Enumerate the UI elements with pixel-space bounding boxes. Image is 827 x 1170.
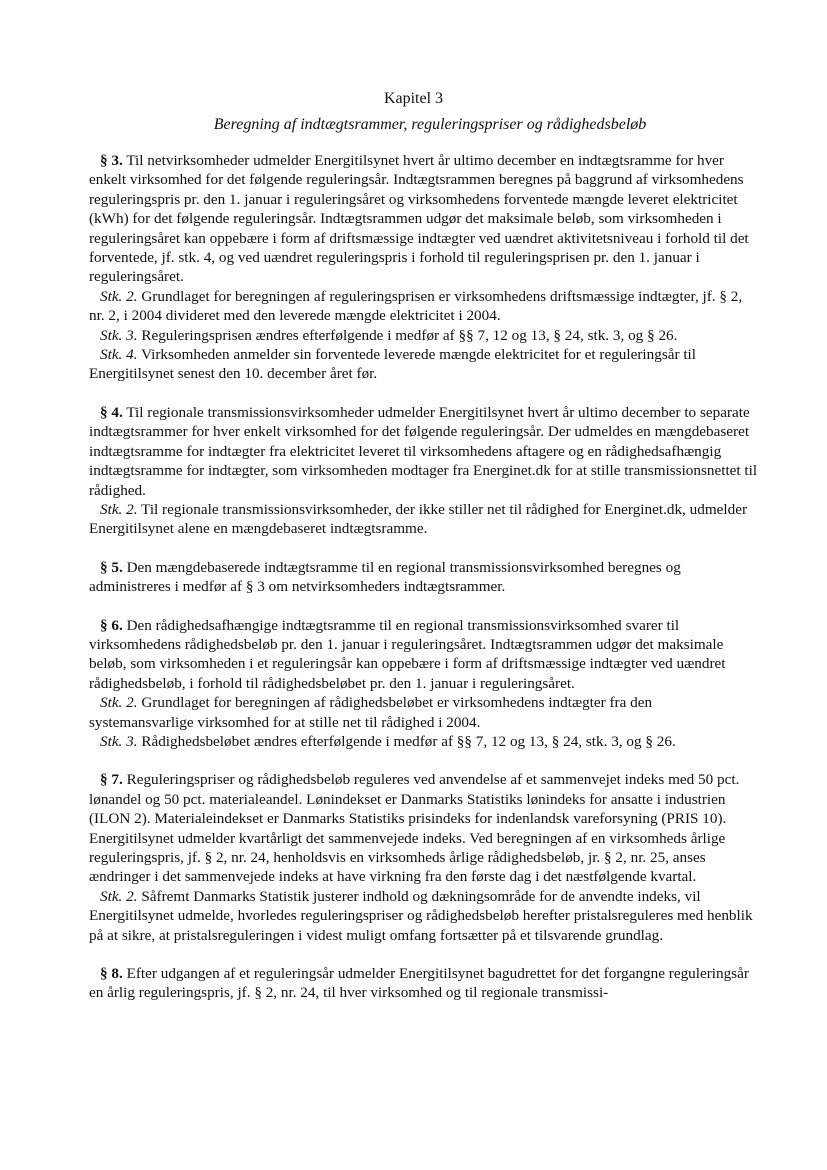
paragraph-text: Til netvirksomheder udmelder Energitilsynet hvert år ultimo december en indtægtsramme for hver enkelt virksomhed for det følgende reguleringsår. Indtægtsrammen beregnes på baggrund af virksomhedens reguleringspris pr. den 1. januar i reguleringsåret og virksomhedens forventede mængde leveret elektricitet (kWh) for det følgende reguleringsår. Indtægtsrammen udgør det maksimale beløb, som virksomheden i reguleringsåret kan oppebære i form af driftsmæssige indtægter ved uændret aktivitetsniveau i forhold til det forventede, jf. stk. 4, og ved uændret reguleringspris i forhold til reguleringsprisen pr. den 1. januar i reguleringsåret. (89, 152, 749, 286)
section-number: § 8. (100, 965, 123, 983)
stk-label: Stk. 4. (100, 346, 138, 364)
paragraph-6 (89, 616, 759, 694)
paragraph-7-stk-2 (89, 887, 759, 945)
paragraph-text: Reguleringspriser og rådighedsbeløb reguleres ved anvendelse af et sammenvejet indeks med 50 pct. lønandel og 50 pct. materialeandel. Lønindekset er Danmarks Statistiks lønindeks for ansatte i industrien (ILON 2). Materialeindekset er Danmarks Statistiks prisindeks for indenlandsk vareforsyning (PRIS 10). Energitilsynet udmelder kvartårligt det sammenvejede indeks. Ved beregningen af en virksomheds årlige reguleringspris, jf. § 2, nr. 24, henholdsvis en virksomheds årlige rådighedsbeløb, jr. § 2, nr. 25, anses ændringer i det sammenvejede indeks at have virkning fra den første dag i det næstfølgende kvartal. (89, 771, 740, 886)
paragraph-text: Efter udgangen af et reguleringsår udmelder Energitilsynet bagudrettet for det forgangne reguleringsår en årlig reguleringspris, jf. § 2, nr. 24, til hver virksomhed og til regionale transmissi- (89, 965, 749, 1002)
stk-text: Grundlaget for beregningen af reguleringsprisen er virksomhedens driftsmæssige indtægter, jf. § 2, nr. 2, i 2004 divideret med den leverede mængde elektricitet i 2004. (89, 287, 743, 325)
paragraph-6-stk-3 (89, 732, 759, 751)
paragraph-3 (89, 151, 759, 287)
document-body (89, 151, 759, 1003)
paragraph-text: Den mængdebaserede indtægtsramme til en regional transmissionsvirksomhed beregnes og administreres i medfør af § 3 om netvirksomheders indtægtsrammer. (89, 558, 681, 596)
stk-label: Stk. 2. (100, 287, 138, 305)
paragraph-8 (89, 964, 759, 1003)
stk-text: Grundlaget for beregningen af rådighedsbeløbet er virksomhedens indtægter fra den systemansvarlige virksomhed for at stille net til rådighed i 2004. (89, 694, 653, 731)
chapter-title: Kapitel 3 (383, 90, 444, 107)
stk-text: Til regionale transmissionsvirksomheder, der ikke stiller net til rådighed for Energinet.dk, udmelder Energitilsynet alene en mængdebaseret indtægtsramme. (89, 500, 747, 538)
stk-label: Stk. 2. (100, 887, 138, 905)
paragraph-text: Til regionale transmissionsvirksomheder udmelder Energitilsynet hvert år ultimo december to separate indtægtsrammer for hver enkelt virksomhed for det følgende reguleringsår. Der udmeldes en mængdebaseret indtægtsramme for indtægter fra elektricitet leveret til virksomhedens aftagere og en rådighedsafhængig indtægtsramme for indtægter, som virksomheden modtager fra Energinet.dk for at stille transmissionsnettet til rådighed. (89, 403, 758, 499)
paragraph-3-stk-3 (89, 326, 759, 345)
section-number: § 4. (100, 403, 123, 421)
stk-text: Virksomheden anmelder sin forventede leverede mængde elektricitet for et reguleringsår til Energitilsynet senest den 10. december året før. (89, 346, 696, 383)
stk-label: Stk. 2. (100, 500, 138, 518)
paragraph-6-stk-2 (89, 693, 759, 732)
stk-text: Reguleringsprisen ændres efterfølgende i medfør af §§ 7, 12 og 13, § 24, stk. 3, og § 26. (141, 326, 678, 344)
paragraph-3-stk-2 (89, 287, 759, 326)
paragraph-4-stk-2 (89, 500, 759, 539)
chapter-subtitle: Beregning af indtægtsrammer, reguleringspriser og rådighedsbeløb (213, 116, 647, 133)
section-number: § 3. (100, 152, 123, 169)
section-number: § 5. (100, 558, 123, 576)
stk-label: Stk. 2. (100, 694, 138, 712)
stk-text: Rådighedsbeløbet ændres efterfølgende i medfør af §§ 7, 12 og 13, § 24, stk. 3, og § 26. (141, 732, 676, 750)
paragraph-5 (89, 558, 759, 597)
section-number: § 6. (100, 616, 123, 634)
paragraph-text: Den rådighedsafhængige indtægtsramme til en regional transmissionsvirksomhed svarer til virksomhedens rådighedsbeløb pr. den 1. januar i reguleringsåret. Indtægtsrammen udgør det maksimale beløb, som virksomheden i et reguleringsår kan oppebære i form af driftsmæssige indtægter ved uændret rådighedsbeløb, i forhold til rådighedsbeløbet pr. den 1. januar i reguleringsåret. (89, 616, 726, 692)
paragraph-4 (89, 403, 759, 500)
stk-label: Stk. 3. (100, 326, 138, 344)
section-number: § 7. (100, 771, 123, 789)
stk-label: Stk. 3. (100, 732, 138, 750)
paragraph-7 (89, 770, 759, 886)
stk-text: Såfremt Danmarks Statistik justerer indhold og dækningsområde for de anvendte indeks, vil Energitilsynet udmelde, hvorledes reguleringspriser og rådighedsbeløb herefter pristalsreguleres med henblik på at sikre, at pristalsreguleringen i videst muligt omfang fortsætter på et tilsvarende grundlag. (89, 887, 753, 944)
paragraph-3-stk-4 (89, 345, 759, 384)
